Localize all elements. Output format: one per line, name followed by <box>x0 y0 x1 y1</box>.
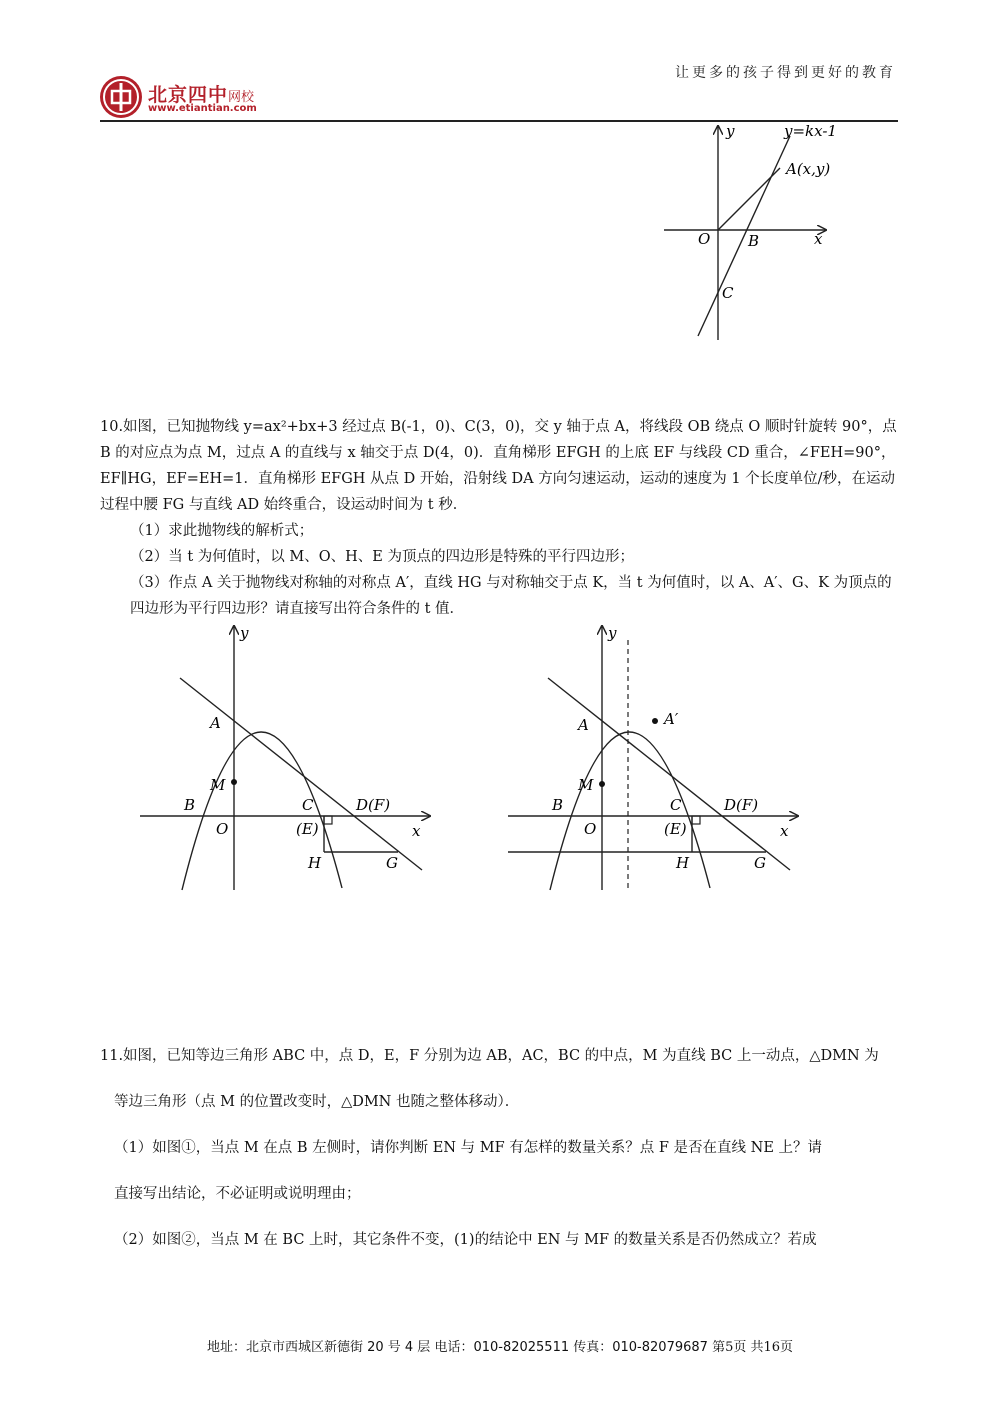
page-footer <box>0 1336 1000 1355</box>
label-line: y=kx-1 <box>784 122 837 140</box>
label-G: G <box>754 854 766 872</box>
label-M: M <box>578 776 594 794</box>
figure-parabola-left <box>130 620 440 900</box>
point-A-prime <box>652 718 658 724</box>
problem-11-line1: 11.如图，已知等边三角形 ABC 中，点 D，E，F 分别为边 AB，AC，BC 的中点，M 为直线 BC 上一动点，△DMN 为 <box>100 1048 879 1064</box>
label-C: C <box>302 796 314 814</box>
logo-text: 北京四中 <box>148 84 229 106</box>
label-A: A <box>210 714 221 732</box>
logo-emblem-icon <box>100 76 142 118</box>
label-A: A(x,y) <box>786 160 831 178</box>
logo-sub: 网校 <box>228 90 255 105</box>
problem-11-line5: （2）如图②，当点 M 在 BC 上时，其它条件不变，(1)的结论中 EN 与 MF 的数量关系是否仍然成立？若成 <box>114 1232 817 1248</box>
figure-parabola-right <box>498 620 808 900</box>
problem-11 <box>100 1033 900 1263</box>
problem-11-line3: （1）如图①，当点 M 在点 B 左侧时，请你判断 EN 与 MF 有怎样的数量关系？点 F 是否在直线 NE 上？请 <box>114 1140 823 1156</box>
label-x: x <box>780 822 789 840</box>
footer-address: 地址：北京市西城区新德街 20 号 4 层 电话：010-82025511 传真：010-82079687 <box>206 1340 708 1355</box>
label-DF: D(F) <box>356 796 391 814</box>
problem-10-statement: 10.如图，已知抛物线 y=ax²+bx+3 经过点 B(-1，0)、C(3，0)，交 y 轴于点 A，将线段 OB 绕点 O 顺时针旋转 90°，点 B 的对应点为点 M，过点 A 的直线与 x 轴交于点 D(4，0)．直角梯形 EFGH 的上底 EF 与线段 CD 重合，∠FEH=90°，EF∥HG，EF=EH=1．直角梯形 EFGH 从点 D 开始，沿射线 DA 方向匀速运动，运动的速度为 1 个长度单位/秒，在运动过程中腰 FG 与直线 AD 始终重合，设运动时间为 t 秒． <box>100 419 897 513</box>
label-x: x <box>814 230 823 248</box>
label-E: (E) <box>664 820 687 838</box>
label-O: O <box>216 820 229 838</box>
point-M <box>231 779 237 785</box>
label-B: B <box>184 796 196 814</box>
segment-OA <box>718 168 780 230</box>
line-AD <box>180 678 422 870</box>
label-C: C <box>670 796 682 814</box>
label-y: y <box>608 624 617 642</box>
footer-page-number: 第5页 共16页 <box>712 1340 794 1355</box>
point-M <box>599 781 605 787</box>
figure-line-graph <box>650 122 850 344</box>
right-angle-mark <box>692 816 700 824</box>
problem-10-q1: （1）求此抛物线的解析式； <box>130 523 314 539</box>
label-G: G <box>386 854 398 872</box>
label-H: H <box>308 854 322 872</box>
label-DF: D(F) <box>724 796 759 814</box>
problem-10-q3: （3）作点 A 关于抛物线对称轴的对称点 A′，直线 HG 与对称轴交于点 K，当 t 为何值时，以 A、A′、G、K 为顶点的四边形为平行四边形？请直接写出符合条件的 t 值． <box>130 575 892 617</box>
label-y: y <box>240 624 249 642</box>
right-angle-mark <box>324 816 332 824</box>
label-y: y <box>726 122 735 140</box>
label-A: A <box>578 716 589 734</box>
label-A-prime: A′ <box>664 710 679 728</box>
label-O: O <box>584 820 597 838</box>
line-AD <box>548 678 790 870</box>
problem-10 <box>100 414 900 622</box>
problem-11-line2: 等边三角形（点 M 的位置改变时，△DMN 也随之整体移动）． <box>114 1094 520 1110</box>
header-slogan: 让更多的孩子得到更好的教育 <box>675 65 896 81</box>
label-H: H <box>676 854 690 872</box>
line-kx-1 <box>698 136 790 336</box>
label-x: x <box>412 822 421 840</box>
label-C: C <box>722 284 734 302</box>
logo-url: www.etiantian.com <box>148 103 257 114</box>
problem-11-line4: 直接写出结论，不必证明或说明理由； <box>114 1186 361 1202</box>
label-E: (E) <box>296 820 319 838</box>
problem-10-q2: （2）当 t 为何值时，以 M、O、H、E 为顶点的四边形是特殊的平行四边形； <box>130 549 634 565</box>
label-B: B <box>552 796 564 814</box>
label-M: M <box>210 776 226 794</box>
site-logo <box>100 76 300 120</box>
label-O: O <box>698 230 711 248</box>
label-B: B <box>748 232 760 250</box>
